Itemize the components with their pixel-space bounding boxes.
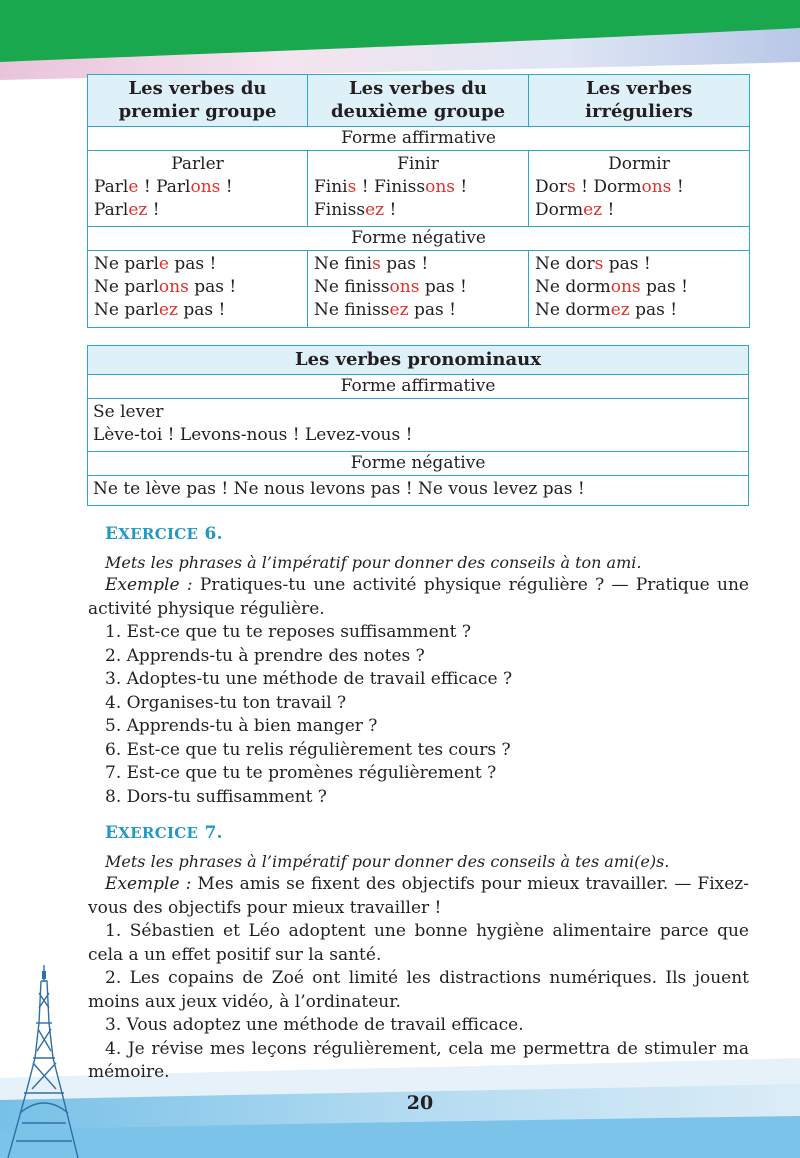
negative-label-row <box>88 452 749 476</box>
infinitive: Finir <box>397 154 439 174</box>
conjugation-line: Ne dormez pas ! <box>535 300 678 320</box>
negative-row <box>88 476 749 506</box>
conjugation-line: Ne parle pas ! <box>94 254 217 274</box>
conjugation-line: Finis ! Finissons ! <box>314 177 468 197</box>
list-item: 5. Apprends-tu à bien manger ? <box>105 716 378 736</box>
list-item: 2. Les copains de Zoé ont limité les distractions numériques. Ils jouent moins aux jeux vidéo, à l’ordinateur. <box>88 968 749 1012</box>
header-irregular: Les verbes irréguliers <box>529 75 750 127</box>
page-number: 20 <box>406 1092 434 1114</box>
table-header-row <box>88 75 750 127</box>
list-item: 1. Sébastien et Léo adoptent une bonne hygiène alimentaire parce que cela a un effet positif sur la santé. <box>88 921 749 965</box>
affirmative-label-row <box>88 127 750 151</box>
affirm-cell-finir <box>308 151 529 227</box>
affirmative-row <box>88 399 749 452</box>
conjugation-line: Lève-toi ! Levons-nous ! Levez-vous ! <box>93 425 413 445</box>
list-item: 3. Vous adoptez une méthode de travail efficace. <box>105 1015 524 1035</box>
neg-cell-parler <box>88 251 308 328</box>
list-item: 4. Je révise mes leçons régulièrement, cela me permettra de stimuler ma mémoire. <box>88 1038 749 1082</box>
list-item: 6. Est-ce que tu relis régulièrement tes cours ? <box>105 739 511 760</box>
conjugation-line: Ne finissez pas ! <box>314 300 456 320</box>
conjugation-line: Ne finissons pas ! <box>314 277 467 297</box>
conjugation-line: Dors ! Dormons ! <box>535 177 684 197</box>
list-item: 8. Dors-tu suffisamment ? <box>105 786 327 807</box>
exercise-example: Exemple : Pratiques-tu une activité physique régulière ? — Pratique une activité physique régulière. <box>88 575 749 619</box>
conjugation-line: Finissez ! <box>314 200 397 220</box>
eiffel-tower-icon <box>0 963 95 1158</box>
pron-affirm-cell <box>88 399 749 452</box>
list-item: 1. Est-ce que tu te reposes suffisamment ? <box>105 622 471 642</box>
pronominal-verbs-table <box>87 345 749 506</box>
exercise-title: EXERCICE 6. <box>105 524 223 544</box>
header-second-group: Les verbes du deuxième groupe <box>308 75 529 127</box>
exercise-7 <box>88 822 749 1085</box>
list-item: 2. Apprends-tu à prendre des notes ? <box>105 645 425 666</box>
negative-form-label: Forme négative <box>88 452 749 476</box>
conjugation-line: Ne dors pas ! <box>535 254 651 274</box>
affirmative-row <box>88 151 750 227</box>
list-item: 4. Organises-tu ton travail ? <box>105 692 347 713</box>
neg-cell-finir <box>308 251 529 328</box>
exercise-title: EXERCICE 7. <box>105 823 223 843</box>
affirmative-form-label: Forme affirmative <box>88 127 750 151</box>
infinitive: Se lever <box>93 402 164 422</box>
neg-cell-dormir <box>529 251 750 328</box>
infinitive: Parler <box>171 154 224 174</box>
conjugation-table <box>87 74 750 328</box>
affirm-cell-dormir <box>529 151 750 227</box>
conjugation-line: Ne finis pas ! <box>314 254 429 274</box>
negative-form-label: Forme négative <box>88 227 750 251</box>
infinitive: Dormir <box>608 154 670 174</box>
conjugation-line: Ne dormons pas ! <box>535 277 689 297</box>
list-item: 7. Est-ce que tu te promènes régulièrement ? <box>105 763 497 783</box>
exercise-instruction: Mets les phrases à l’impératif pour donner des conseils à ton ami. <box>105 552 642 572</box>
conjugation-line: Dormez ! <box>535 200 615 220</box>
affirmative-label-row <box>88 375 749 399</box>
conjugation-line: Parle ! Parlons ! <box>94 177 233 197</box>
negative-label-row <box>88 227 750 251</box>
conjugation-line: Ne parlons pas ! <box>94 277 237 297</box>
negative-row <box>88 251 750 328</box>
table-header-row <box>88 346 749 375</box>
pron-neg-cell: Ne te lève pas ! Ne nous levons pas ! Ne vous levez pas ! <box>88 476 749 506</box>
exercise-6 <box>88 523 749 809</box>
header-pronominal: Les verbes pronominaux <box>88 346 749 375</box>
conjugation-line: Parlez ! <box>94 200 160 220</box>
affirm-cell-parler <box>88 151 308 227</box>
affirmative-form-label: Forme affirmative <box>88 375 749 399</box>
list-item: 3. Adoptes-tu une méthode de travail efficace ? <box>105 669 513 689</box>
conjugation-line: Ne parlez pas ! <box>94 300 226 320</box>
exercise-instruction: Mets les phrases à l’impératif pour donner des conseils à tes ami(e)s. <box>105 851 670 871</box>
header-first-group: Les verbes du premier groupe <box>88 75 308 127</box>
exercise-example: Exemple : Mes amis se fixent des objectifs pour mieux travailler. — Fixez-vous des objectifs pour mieux travailler ! <box>88 874 749 918</box>
